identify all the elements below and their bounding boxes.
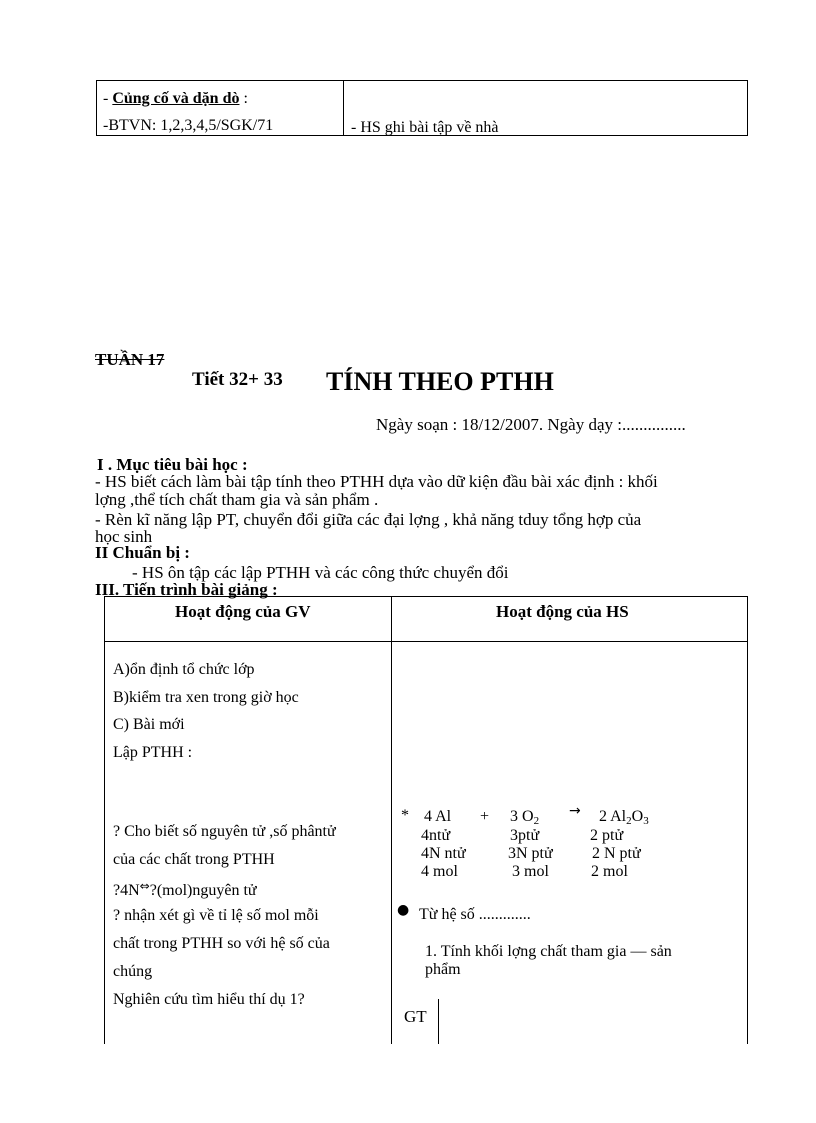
gv-question-2-pre: ?4N xyxy=(113,882,140,899)
activity-table xyxy=(104,596,748,1044)
gv-question-3c: chúng xyxy=(113,963,153,980)
hs-plus: + xyxy=(480,808,490,825)
activity-table-column-divider xyxy=(391,597,392,1044)
summary-table-divider xyxy=(343,81,344,135)
summary-right-cell: - HS ghi bài tập về nhà xyxy=(351,119,499,136)
hs-al2o3 xyxy=(599,808,649,827)
hs-row1-col3: 2 ptử xyxy=(590,827,624,844)
hs-row1-col2: 3ptử xyxy=(510,827,540,844)
hs-o2-text: 3 O xyxy=(510,808,534,825)
hs-o2-sub: 2 xyxy=(533,815,540,827)
bullet-icon: ● xyxy=(397,902,410,918)
section-preparation-heading: II Chuẩn bị : xyxy=(95,543,190,562)
hs-item1-line2: phẩm xyxy=(425,961,461,978)
gv-question-3a: ? nhận xét gì về tỉ lệ số mol mỗi xyxy=(113,907,319,924)
hs-al2o3-sub2: 3 xyxy=(643,815,649,827)
date-line: Ngày soạn : 18/12/2007. Ngày dạy :............... xyxy=(376,415,686,434)
hs-row2-col2: 3N ptử xyxy=(508,845,553,862)
summary-left-cell xyxy=(103,85,273,139)
hs-row3-col2: 3 mol xyxy=(512,863,549,880)
gv-step-b: B)kiểm tra xen trong giờ học xyxy=(113,689,299,706)
hs-row2-col1: 4N ntử xyxy=(421,845,466,862)
homework-text: -BTVN: 1,2,3,4,5/SGK/71 xyxy=(103,117,274,134)
hs-he-so: Từ hệ số ............. xyxy=(419,906,531,923)
summary-suffix: : xyxy=(239,90,248,107)
gv-question-3b: chất trong PTHH so với hệ số của xyxy=(113,935,330,952)
gv-question-1a: ? Cho biết số nguyên tử ,số phântử xyxy=(113,823,336,840)
gv-step-c: C) Bài mới xyxy=(113,716,185,733)
hs-row3-col3: 2 mol xyxy=(591,863,628,880)
section-procedure-heading: III. Tiến trình bài giảng : xyxy=(95,580,278,599)
hs-al: 4 Al xyxy=(424,808,452,825)
section-objectives-heading: I . Mục tiêu bài học : xyxy=(97,455,248,474)
summary-table xyxy=(96,80,748,136)
hs-item1-line1: 1. Tính khối lợng chất tham gia — sản xyxy=(425,943,672,960)
hs-asterisk: * xyxy=(401,807,409,824)
summary-heading-text: Củng cố và dặn dò xyxy=(112,90,240,107)
hs-o2 xyxy=(510,808,539,827)
hs-row2-col3: 2 N ptử xyxy=(592,845,641,862)
summary-heading xyxy=(103,85,273,112)
gt-divider xyxy=(438,999,439,1044)
hs-al2o3-sub1: 2 xyxy=(626,815,632,827)
hs-al2o3-b: O xyxy=(631,808,644,825)
activity-table-header-divider xyxy=(105,641,747,642)
page-title: TÍNH THEO PTHH xyxy=(326,367,554,396)
gv-question-1b: của các chất trong PTHH xyxy=(113,851,275,868)
hs-gt-label: GT xyxy=(404,1007,427,1026)
reaction-arrow-icon: → xyxy=(569,803,581,819)
gv-question-2-post: ?(mol)nguyên tử xyxy=(149,882,257,899)
summary-prefix: - xyxy=(103,90,113,107)
objective-line-1: - HS biết cách làm bài tập tính theo PTHH dựa vào dữ kiện đầu bài xác định : khối xyxy=(95,472,658,491)
hs-al2o3-a: 2 Al xyxy=(599,808,627,825)
preparation-line: - HS ôn tập các lập PTHH và các công thức chuyển đổi xyxy=(132,563,509,582)
double-arrow-icon: ⇔ xyxy=(139,879,150,893)
hs-row3-col1: 4 mol xyxy=(421,863,458,880)
objective-line-4: học sinh xyxy=(95,527,153,546)
objective-line-3: - Rèn kĩ năng lập PT, chuyển đổi giữa các đại lợng , khả năng tduy tổng hợp của xyxy=(95,510,642,529)
gv-lap-pthh: Lập PTHH : xyxy=(113,744,193,761)
period-label: Tiết 32+ 33 xyxy=(192,369,283,390)
gv-question-4: Nghiên cứu tìm hiểu thí dụ 1? xyxy=(113,991,305,1008)
column-header-teacher: Hoạt động của GV xyxy=(175,602,311,621)
gv-question-2 xyxy=(113,879,257,900)
column-header-student: Hoạt động của HS xyxy=(496,602,629,621)
hs-row1-col1: 4ntử xyxy=(421,827,451,844)
objective-line-2: lợng ,thể tích chất tham gia và sản phẩm . xyxy=(95,490,379,509)
gv-step-a: A)ổn định tổ chức lớp xyxy=(113,661,255,678)
week-label: TUẦN 17 xyxy=(95,350,165,369)
